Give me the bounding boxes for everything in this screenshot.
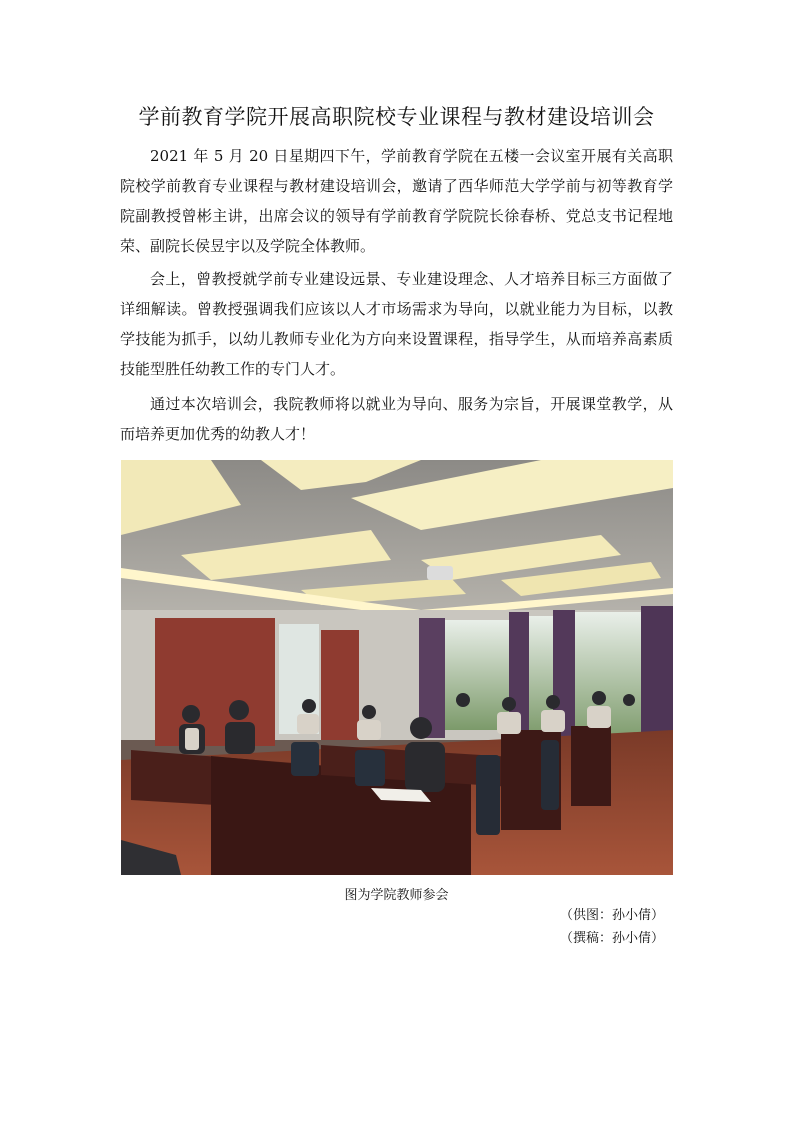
paragraph-3-text: 通过本次培训会，我院教师将以就业为导向、服务为宗旨，开展课堂教学，从而培养更加优秀的幼教人才！	[120, 395, 673, 443]
photo-caption: 图为学院教师参会	[344, 888, 449, 903]
paragraph-1	[120, 141, 673, 261]
paragraph-2	[120, 264, 673, 384]
paragraph-2-text: 会上，曾教授就学前专业建设远景、专业建设理念、人才培养目标三方面做了详细解读。曾教授强调我们应该以人才市场需求为导向，以就业能力为目标，以教学技能为抓手，以幼儿教师专业化为方向来设置课程，指导学生，从而培养高素质技能型胜任幼教工作的专门人才。	[120, 270, 673, 378]
meeting-photo	[121, 460, 673, 875]
paragraph-3	[120, 389, 673, 449]
photo-credit: （供图：孙小倩）	[560, 908, 665, 923]
meeting-photo-illustration	[121, 460, 673, 875]
document-title: 学前教育学院开展高职院校专业课程与教材建设培训会	[138, 105, 655, 129]
author-credit: （撰稿：孙小倩）	[560, 931, 665, 946]
paragraph-1-text: 2021 年 5 月 20 日星期四下午，学前教育学院在五楼一会议室开展有关高职院校学前教育专业课程与教材建设培训会，邀请了西华师范大学学前与初等教育学院副教授曾彬主讲，出席会议的领导有学前教育学院院长徐春桥、党总支书记程地荣、副院长侯昱宇以及学院全体教师。	[120, 147, 673, 255]
